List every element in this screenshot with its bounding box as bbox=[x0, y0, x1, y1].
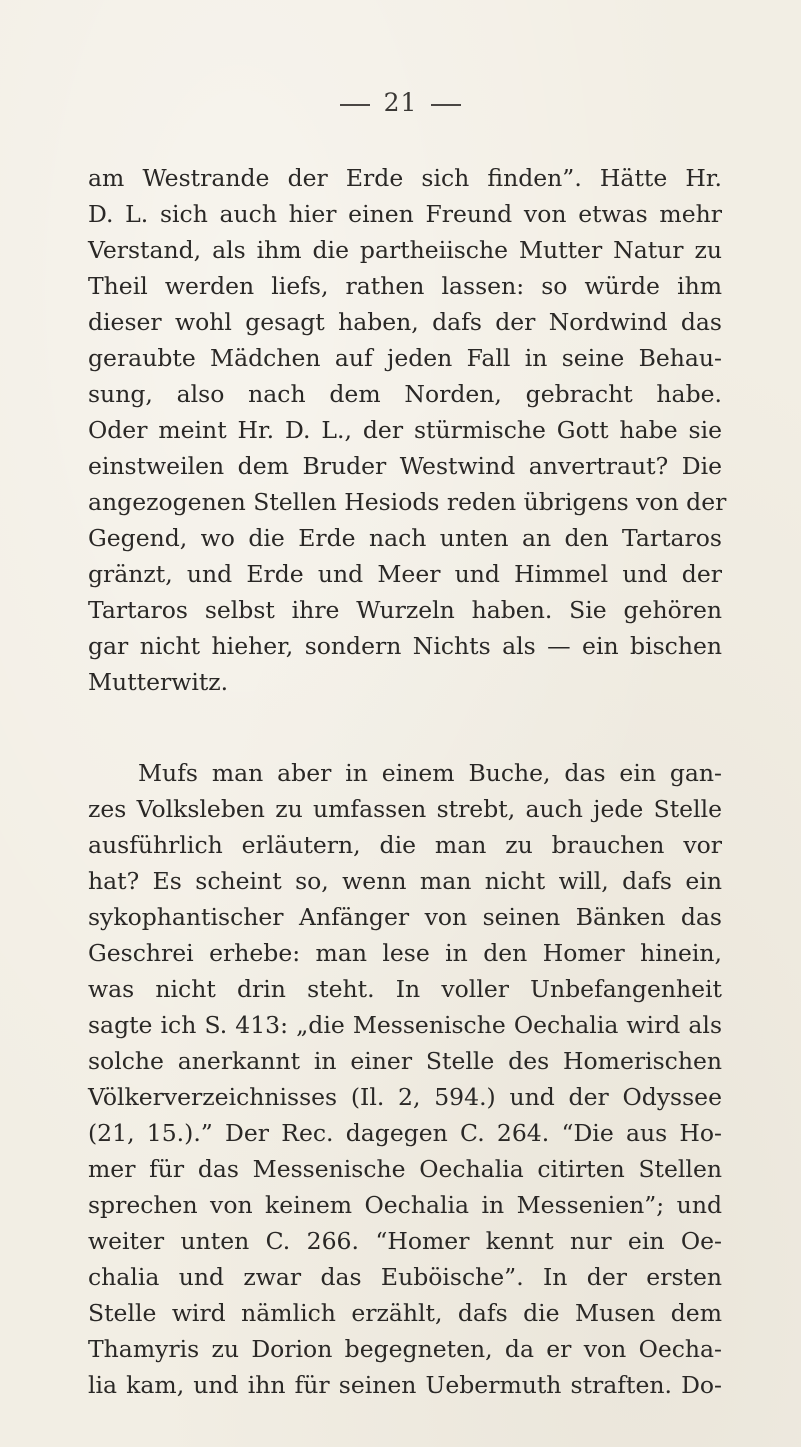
text-line: Verstand, als ihm die partheiische Mutter Natur zu bbox=[88, 236, 722, 264]
text-line: sung, also nach dem Norden, gebracht habe. bbox=[88, 380, 722, 408]
text-line: mer für das Messenische Oechalia citirten Stellen bbox=[88, 1155, 722, 1183]
text-line: sagte ich S. 413: „die Messenische Oechalia wird als bbox=[88, 1011, 722, 1039]
text-line: ausführlich erläutern, die man zu brauchen vor bbox=[88, 831, 722, 859]
text-line: sykophantischer Anfänger von seinen Bänken das bbox=[88, 903, 722, 931]
header-dash-left bbox=[340, 104, 370, 106]
text-line: einstweilen dem Bruder Westwind anvertraut? Die bbox=[88, 452, 722, 480]
text-line: Mufs man aber in einem Buche, das ein gan- bbox=[138, 759, 722, 787]
text-line: hat? Es scheint so, wenn man nicht will, dafs ein bbox=[88, 867, 722, 895]
text-line: lia kam, und ihn für seinen Uebermuth straften. Do- bbox=[88, 1371, 722, 1399]
text-line: Geschrei erhebe: man lese in den Homer hinein, bbox=[88, 939, 722, 967]
text-line: chalia und zwar das Euböische”. In der ersten bbox=[88, 1263, 722, 1291]
page-number: 21 bbox=[383, 88, 418, 117]
text-line: Oder meint Hr. D. L., der stürmische Gott habe sie bbox=[88, 416, 722, 444]
text-line: dieser wohl gesagt haben, dafs der Nordwind das bbox=[88, 308, 722, 336]
text-line: gar nicht hieher, sondern Nichts als — ein bischen bbox=[88, 632, 722, 660]
text-line: Gegend, wo die Erde nach unten an den Tartaros bbox=[88, 524, 722, 552]
text-line: Völkerverzeichnisses (Il. 2, 594.) und der Odyssee bbox=[88, 1083, 722, 1111]
text-line: Stelle wird nämlich erzählt, dafs die Musen dem bbox=[88, 1299, 722, 1327]
text-line: solche anerkannt in einer Stelle des Homerischen bbox=[88, 1047, 722, 1075]
text-line: (21, 15.).” Der Rec. dagegen C. 264. “Die aus Ho- bbox=[88, 1119, 722, 1147]
text-line: Theil werden liefs, rathen lassen: so würde ihm bbox=[88, 272, 722, 300]
page-header bbox=[0, 88, 801, 117]
text-line: gränzt, und Erde und Meer und Himmel und der bbox=[88, 560, 722, 588]
text-line: geraubte Mädchen auf jeden Fall in seine Behau- bbox=[88, 344, 722, 372]
header-dash-right bbox=[431, 104, 461, 106]
text-line: Mutterwitz. bbox=[88, 668, 229, 696]
text-line: zes Volksleben zu umfassen strebt, auch jede Stelle bbox=[88, 795, 722, 823]
text-line: D. L. sich auch hier einen Freund von etwas mehr bbox=[88, 200, 722, 228]
text-line: Thamyris zu Dorion begegneten, da er von Oecha- bbox=[88, 1335, 722, 1363]
text-line: sprechen von keinem Oechalia in Messenien”; und bbox=[88, 1191, 722, 1219]
text-line: was nicht drin steht. In voller Unbefangenheit bbox=[88, 975, 722, 1003]
text-line: Tartaros selbst ihre Wurzeln haben. Sie gehören bbox=[88, 596, 722, 624]
text-line: angezogenen Stellen Hesiods reden übrigens von der bbox=[88, 488, 727, 516]
text-line: weiter unten C. 266. “Homer kennt nur ein Oe- bbox=[88, 1227, 722, 1255]
text-line: am Westrande der Erde sich finden”. Hätte Hr. bbox=[88, 164, 722, 192]
